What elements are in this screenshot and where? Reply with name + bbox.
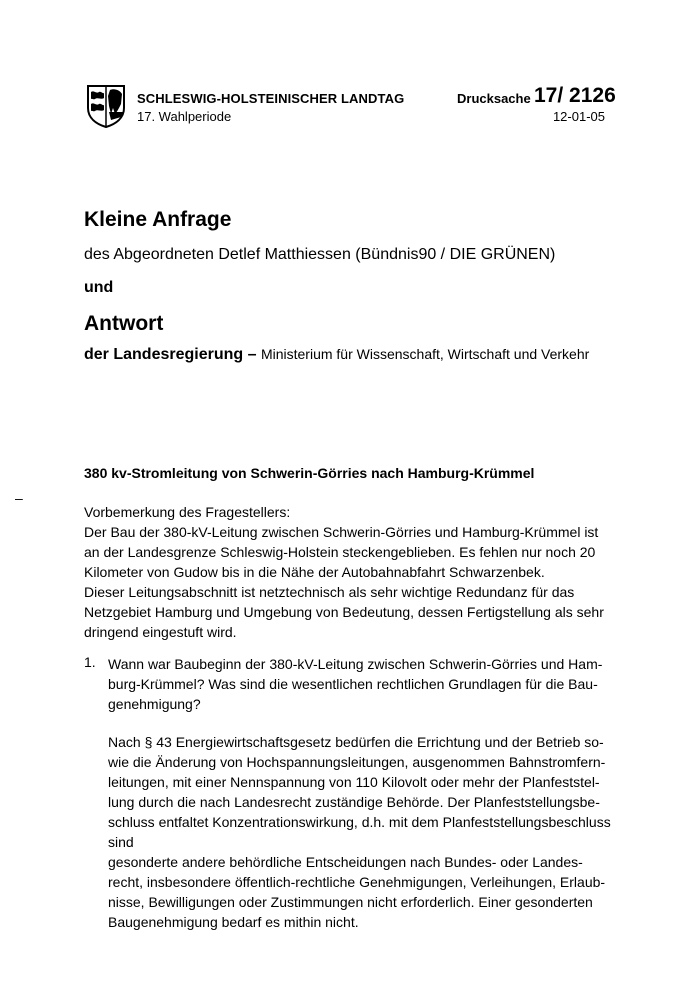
text-line: Baugenehmigung bedarf es mithin nicht. xyxy=(108,914,359,930)
text-line: an der Landesgrenze Schleswig-Holstein steckengeblieben. Es fehlen nur noch 20 xyxy=(84,544,596,560)
question-number: 1. xyxy=(84,654,96,670)
document-date: 12-01-05 xyxy=(552,109,605,124)
text-line: recht, insbesondere öffentlich-rechtliche Genehmigungen, Verleihungen, Erlaub- xyxy=(108,874,606,890)
government-line xyxy=(84,346,589,364)
answer-title: Antwort xyxy=(84,312,164,335)
document-type-title: Kleine Anfrage xyxy=(84,208,232,231)
drucksache-label: Drucksache xyxy=(457,91,531,106)
text-line: Kilometer von Gudow bis in die Nähe der Autobahnabfahrt Schwarzenbek. xyxy=(84,564,545,580)
text-line: schluss entfaltet Konzentrationswirkung, d.h. mit dem Planfeststellungsbeschluss xyxy=(108,814,611,830)
text-line: Der Bau der 380-kV-Leitung zwischen Schwerin-Görries und Hamburg-Krümmel ist xyxy=(84,524,599,540)
parliament-name: SCHLESWIG-HOLSTEINISCHER LANDTAG xyxy=(137,91,405,106)
author-line: des Abgeordneten Detlef Matthiessen (Bündnis90 / DIE GRÜNEN) xyxy=(84,246,556,263)
text-line: Nach § 43 Energiewirtschaftsgesetz bedürfen die Errichtung und der Betrieb so- xyxy=(108,734,604,750)
text-line: gesonderte andere behördliche Entscheidungen nach Bundes- oder Landes- xyxy=(108,854,583,870)
text-line: leitungen, mit einer Nennspannung von 110 Kilovolt oder mehr der Planfeststel- xyxy=(108,774,600,790)
text-line: Wann war Baubeginn der 380-kV-Leitung zwischen Schwerin-Görries und Ham- xyxy=(108,656,603,672)
text-line: dringend eingestuft wird. xyxy=(84,624,237,640)
state-coat-of-arms-icon xyxy=(86,84,126,128)
text-line: Vorbemerkung des Fragestellers: xyxy=(84,504,291,520)
answer-text xyxy=(108,732,628,932)
text-line: Netzgebiet Hamburg und Umgebung von Bedeutung, dessen Fertigstellung als sehr xyxy=(84,604,604,620)
government-label: der Landesregierung – xyxy=(84,346,257,363)
preface-paragraph xyxy=(84,502,624,642)
text-line: Dieser Leitungsabschnitt ist netztechnisch als sehr wichtige Redundanz für das xyxy=(84,584,575,600)
text-line: lung durch die nach Landesrecht zuständige Behörde. Der Planfeststellungsbe- xyxy=(108,794,600,810)
text-line: sind xyxy=(108,834,134,850)
subject-heading: 380 kv-Stromleitung von Schwerin-Görries nach Hamburg-Krümmel xyxy=(84,465,535,481)
text-line: wie die Änderung von Hochspannungsleitungen, ausgenommen Bahnstromfern- xyxy=(108,754,606,770)
ministry-name: Ministerium für Wissenschaft, Wirtschaft und Verkehr xyxy=(260,346,590,362)
drucksache-number: 17/ 2126 xyxy=(534,84,616,107)
legislative-period: 17. Wahlperiode xyxy=(137,109,232,124)
text-line: burg-Krümmel? Was sind die wesentlichen rechtlichen Grundlagen für die Bau- xyxy=(108,676,598,692)
margin-mark: – xyxy=(15,490,23,506)
conjunction: und xyxy=(84,279,114,296)
text-line: nisse, Bewilligungen oder Zustimmungen nicht erforderlich. Einer gesonderten xyxy=(108,894,593,910)
question-text xyxy=(108,654,628,714)
text-line: genehmigung? xyxy=(108,696,201,712)
